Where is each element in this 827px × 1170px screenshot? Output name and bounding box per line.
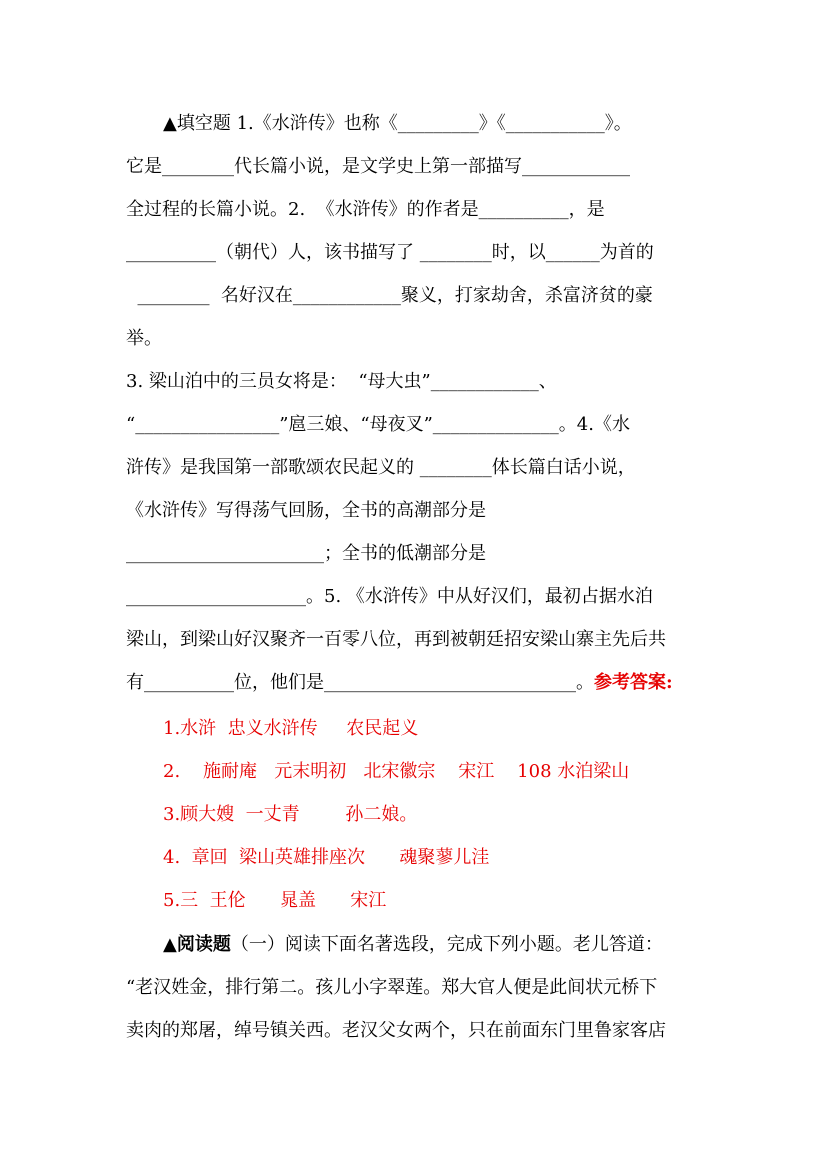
text-line-1: ▲填空题 1.《水浒传》也称《_________》《___________》。: [163, 113, 632, 134]
answer-3: 3.顾大嫂 一丈青 孙二娘。: [163, 804, 418, 825]
reading-line-3: 卖肉的郑屠，绰号镇关西。老汉父女两个，只在前面东门里鲁家客店: [126, 1020, 666, 1041]
text-line-11: ______________________；全书的低潮部分是: [126, 543, 486, 564]
answer-5: 5.三 王伦 晁盖 宋江: [163, 890, 387, 911]
text-line-8: “________________”扈三娘、“母夜叉”______________。4.《水: [126, 414, 630, 435]
reading-line-2: “老汉姓金，排行第二。孩儿小字翠莲。郑大官人便是此间状元桥下: [126, 977, 658, 998]
text-line-13: 梁山，到梁山好汉聚齐一百零八位，再到被朝廷招安梁山寨主先后共: [126, 629, 666, 650]
text-line-3: 全过程的长篇小说。2. 《水浒传》的作者是__________，是: [126, 199, 605, 220]
text-line-9: 浒传》是我国第一部歌颂农民起义的 ________体长篇白话小说，: [126, 457, 636, 478]
text-line-2: 它是________代长篇小说，是文学史上第一部描写____________: [126, 156, 630, 177]
text-line-6: 举。: [126, 328, 162, 349]
text-line-14-body: 有__________位，他们是____________________________。: [126, 672, 594, 693]
text-line-5: ________ 名好汉在____________聚义，打家劫舍，杀富济贫的豪: [126, 285, 653, 306]
reading-line-1-body: （一）阅读下面名著选段，完成下列小题。老儿答道：: [230, 934, 663, 955]
answer-1: 1.水浒 忠义水浒传 农民起义: [163, 718, 419, 739]
text-line-7: 3. 梁山泊中的三员女将是： “母大虫”____________、: [126, 371, 557, 392]
answer-label: 参考答案:: [594, 672, 673, 693]
text-line-12: ____________________。5. 《水浒传》中从好汉们，最初占据水泊: [126, 586, 653, 607]
text-line-10: 《水浒传》写得荡气回肠，全书的高潮部分是: [126, 500, 486, 521]
answer-4: 4. 章回 梁山英雄排座次 魂聚蓼儿洼: [163, 847, 490, 868]
reading-marker: ▲阅读题: [163, 934, 231, 955]
text-line-4: __________（朝代）人，该书描写了 ________时，以______为首的: [126, 242, 654, 263]
reading-line-1: [163, 933, 663, 957]
answer-2: 2. 施耐庵 元末明初 北宋徽宗 宋江 108 水泊梁山: [163, 761, 630, 782]
text-line-14: [126, 671, 673, 695]
